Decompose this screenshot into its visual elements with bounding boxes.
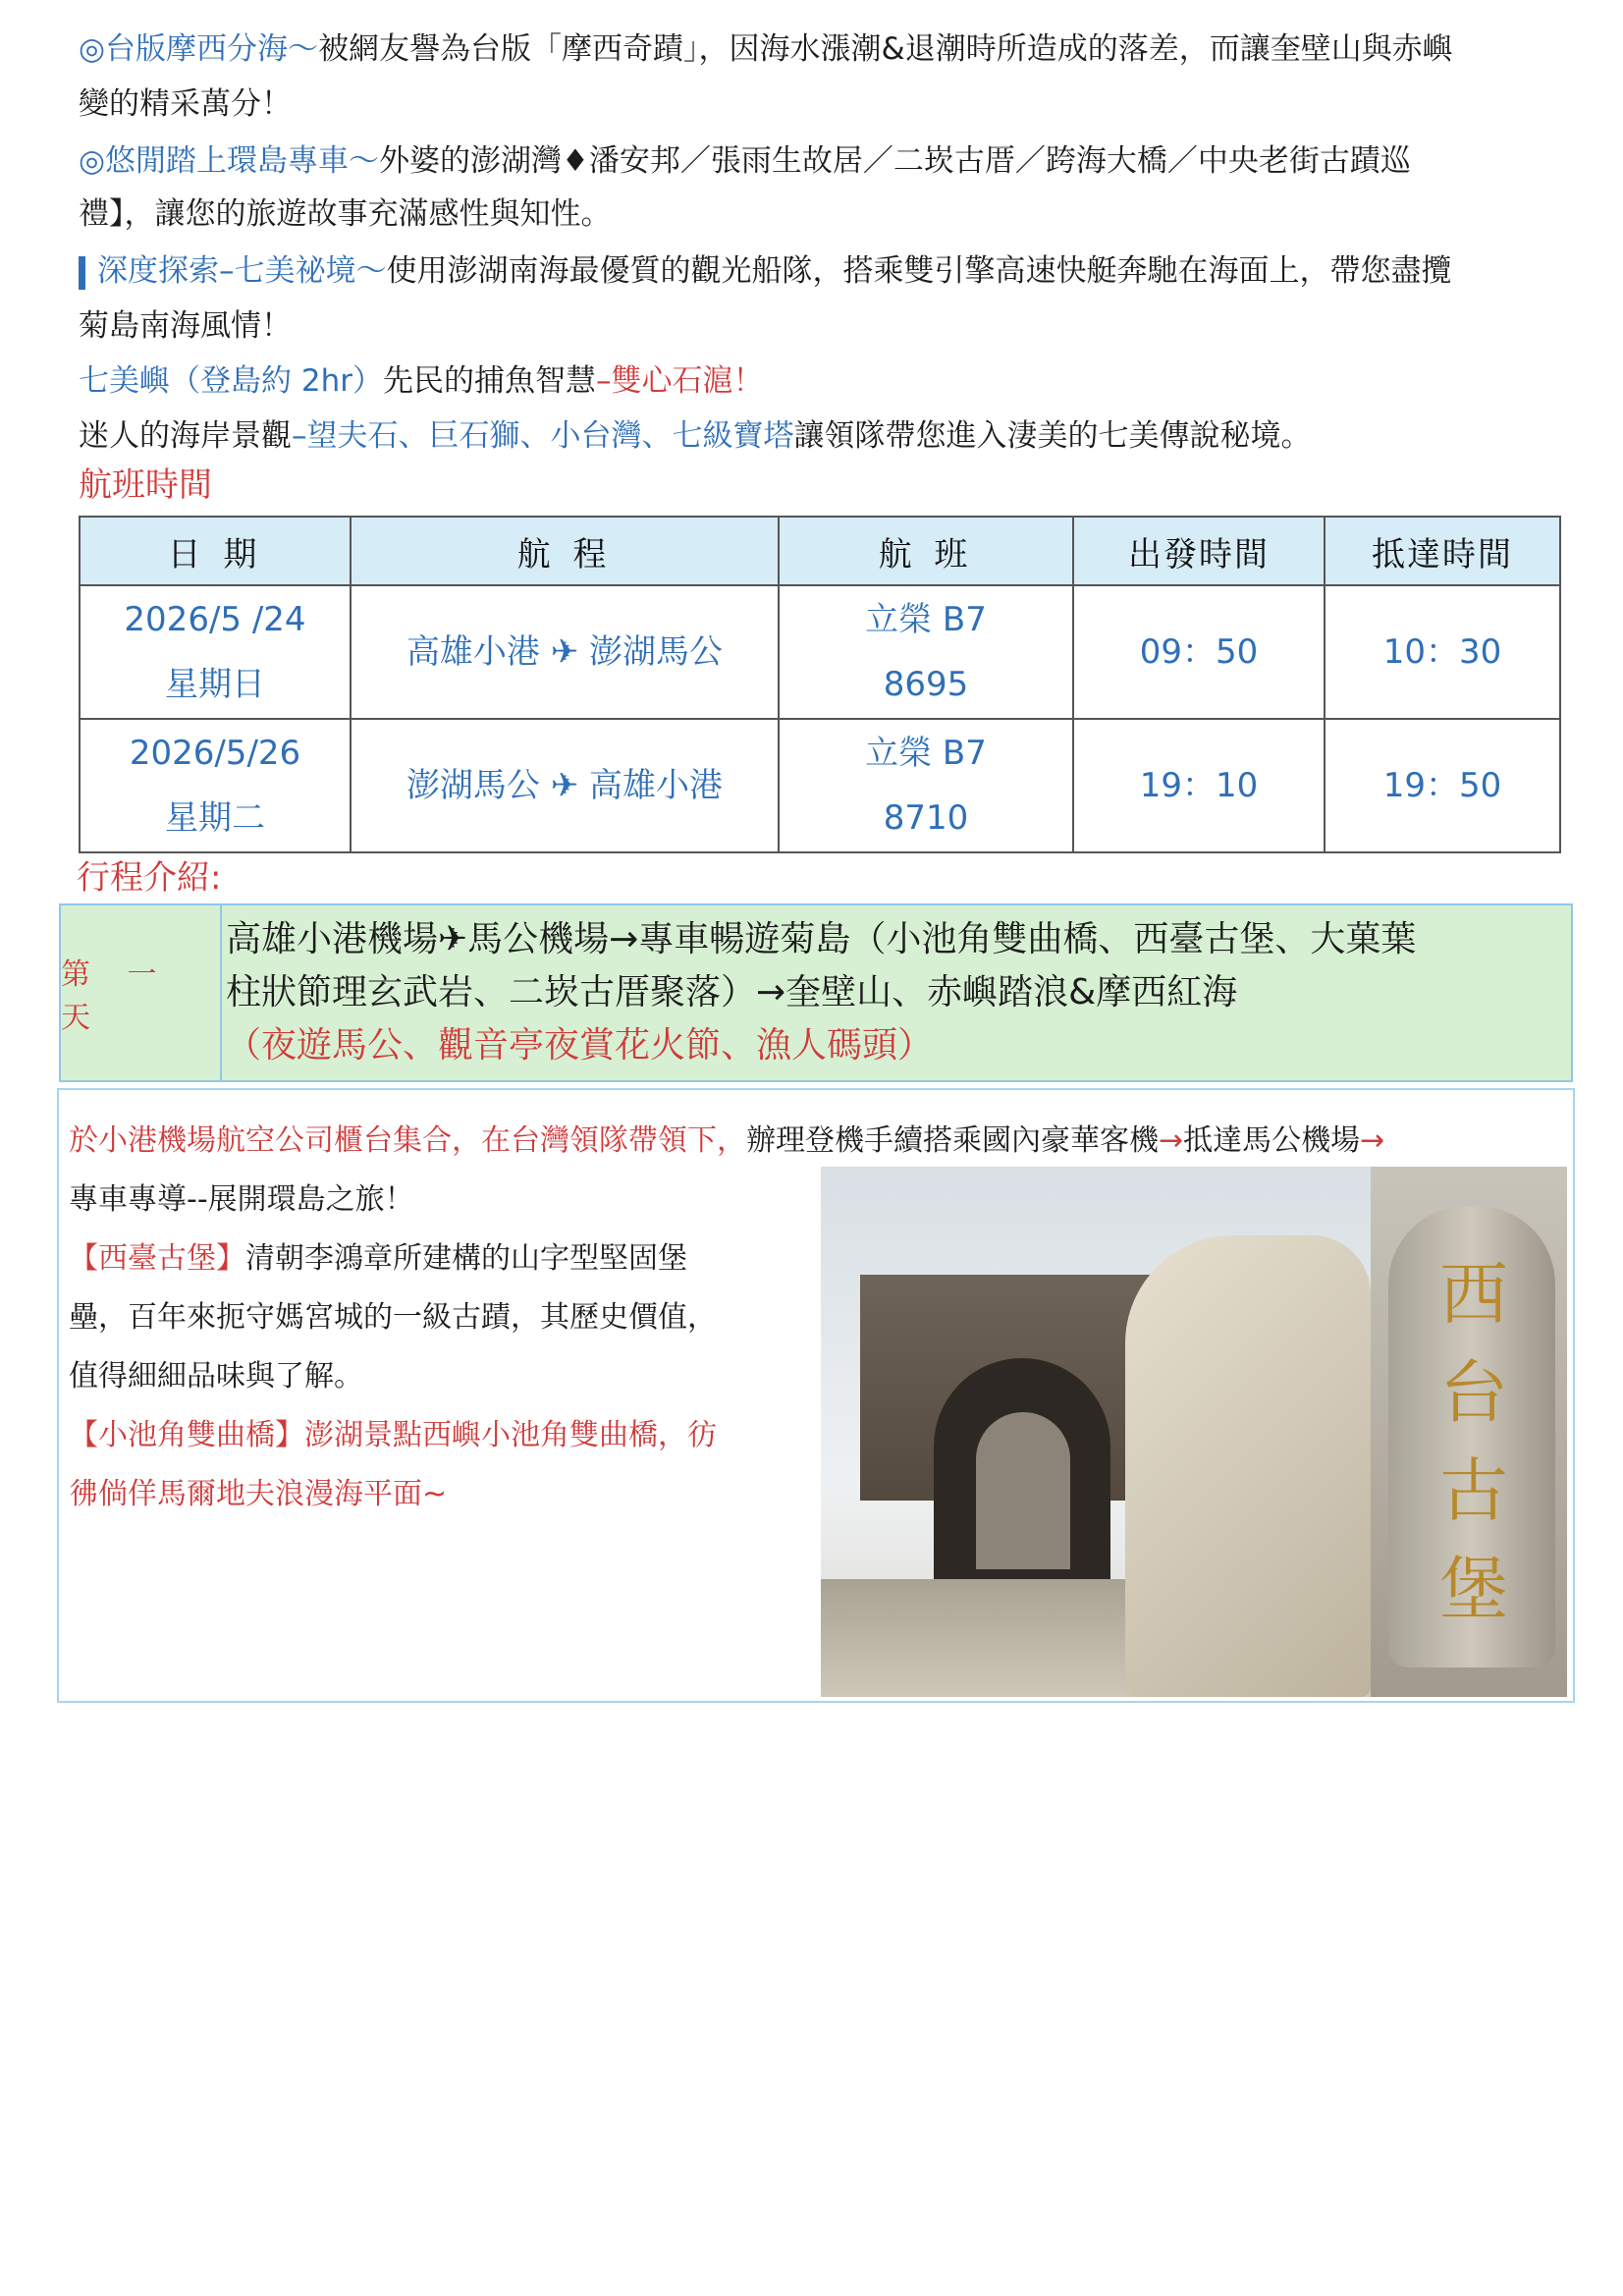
flight-section-title: 航班時間	[79, 465, 212, 505]
section-bar-icon	[79, 256, 85, 290]
flight-airline: 立榮 B7	[865, 600, 987, 639]
route-cell: 高雄小港 ✈ 澎湖馬公	[351, 585, 779, 719]
table-row	[80, 585, 1560, 719]
date-cell	[80, 719, 351, 852]
intro-line-2-cont: 禮】，讓您的旅遊故事充滿感性與知性。	[79, 196, 612, 232]
detail-line-4: 壘，百年來扼守媽宮城的一級古蹟，其歷史價值，	[69, 1300, 717, 1335]
detail-line-3	[69, 1230, 687, 1288]
fortress-rock	[1125, 1235, 1371, 1697]
header-route: 航 程	[351, 517, 779, 585]
island-tour-title: ◎悠閒踏上環島專車～	[79, 143, 380, 179]
day-summary-line-1: 高雄小港機場✈馬公機場→專車暢遊菊島（小池角雙曲橋、西臺古堡、大菓葉	[226, 919, 1417, 959]
intro-line-2	[79, 136, 1411, 187]
qimei-island-text: 先民的捕魚智慧	[382, 363, 596, 399]
table-row	[80, 719, 1560, 852]
flight-airline: 立榮 B7	[865, 734, 987, 773]
route-cell: 澎湖馬公 ✈ 高雄小港	[351, 719, 779, 852]
moses-sea-text: 被網友譽為台版「摩西奇蹟」，因海水漲潮&退潮時所造成的落差，而讓奎壁山與赤嶼	[318, 31, 1453, 67]
coast-view-text: 讓領隊帶您進入淒美的七美傳說秘境。	[793, 418, 1312, 454]
intro-line-3	[79, 246, 1452, 297]
arrive-cell: 19：50	[1325, 719, 1560, 852]
arrow-icon: →	[1360, 1123, 1385, 1158]
day-summary-text	[226, 913, 1561, 1072]
day-one-summary	[59, 903, 1573, 1082]
day-summary-line-2: 柱狀節理玄武岩、二崁古厝聚落）→奎壁山、赤嶼踏浪&摩西紅海	[226, 972, 1238, 1012]
xitai-fort-title: 【西臺古堡】	[69, 1241, 245, 1276]
header-date: 日 期	[80, 517, 351, 585]
date: 2026/5/26	[129, 734, 301, 773]
qimei-island-title: 七美嶼（登島約 2hr）	[79, 363, 383, 399]
weekday: 星期日	[165, 665, 265, 704]
double-heart-weir: –雙心石滬！	[595, 363, 764, 399]
qimei-explore-text: 使用澎湖南海最優質的觀光船隊，搭乘雙引擎高速快艇奔馳在海面上，帶您盡攬	[386, 253, 1452, 289]
arrive-makung-text: 抵達馬公機場	[1183, 1123, 1361, 1158]
flight-table-header	[80, 517, 1560, 585]
day-label: 第 一 天	[61, 905, 222, 1080]
day-summary-line-3: （夜遊馬公、觀音亭夜賞花火節、漁人碼頭）	[226, 1025, 934, 1066]
depart-cell: 19：10	[1073, 719, 1325, 852]
flight-number: 8710	[883, 798, 969, 838]
flight-cell	[779, 719, 1073, 852]
intro-line-4	[79, 355, 763, 407]
header-depart: 出發時間	[1073, 517, 1325, 585]
xitai-fort-text: 清朝李鴻章所建構的山字型堅固堡	[245, 1241, 687, 1276]
coast-view-label: 迷人的海岸景觀	[79, 418, 292, 454]
itinerary-title: 行程介紹:	[77, 858, 222, 898]
fortress-photo	[821, 1167, 1567, 1697]
gathering-note: 於小港機場航空公司櫃台集合，在台灣領隊帶領下，	[69, 1123, 746, 1158]
weekday: 星期二	[165, 798, 265, 838]
arrive-cell: 10：30	[1325, 585, 1560, 719]
depart-cell: 09：50	[1073, 585, 1325, 719]
header-flight: 航 班	[779, 517, 1073, 585]
detail-line-6: 【小池角雙曲橋】澎湖景點西嶼小池角雙曲橋，彷	[69, 1418, 717, 1452]
detail-line-1	[69, 1112, 1384, 1171]
island-tour-text: 外婆的澎湖灣♦潘安邦／張雨生故居／二崁古厝／跨海大橋／中央老街古蹟巡	[379, 143, 1411, 179]
coast-view-spots: –望夫石、巨石獅、小台灣、七級寶塔	[292, 418, 794, 454]
intro-line-1	[79, 24, 1453, 75]
intro-line-5	[79, 410, 1312, 462]
header-arrive: 抵達時間	[1325, 517, 1560, 585]
fortress-inner-arch	[976, 1412, 1070, 1569]
detail-line-2: 專車專導--展開環島之旅！	[69, 1182, 414, 1217]
flight-number: 8695	[883, 665, 969, 704]
flight-cell	[779, 585, 1073, 719]
detail-line-7: 彿倘佯馬爾地夫浪漫海平面~	[69, 1477, 448, 1511]
detail-line-5: 值得細細品味與了解。	[69, 1359, 363, 1394]
flight-table	[79, 516, 1561, 853]
arrow-icon: →	[1159, 1123, 1184, 1158]
stone-inscription: 西台古堡	[1439, 1254, 1508, 1629]
intro-line-3-cont: 菊島南海風情！	[79, 308, 292, 344]
qimei-explore-title: 深度探索–七美祕境～	[97, 253, 387, 289]
intro-line-1-cont: 變的精采萬分！	[79, 86, 292, 122]
moses-sea-title: ◎台版摩西分海～	[79, 31, 319, 67]
date-cell	[80, 585, 351, 719]
date: 2026/5 /24	[124, 600, 306, 639]
checkin-text: 辦理登機手續搭乘國內豪華客機	[746, 1123, 1159, 1158]
